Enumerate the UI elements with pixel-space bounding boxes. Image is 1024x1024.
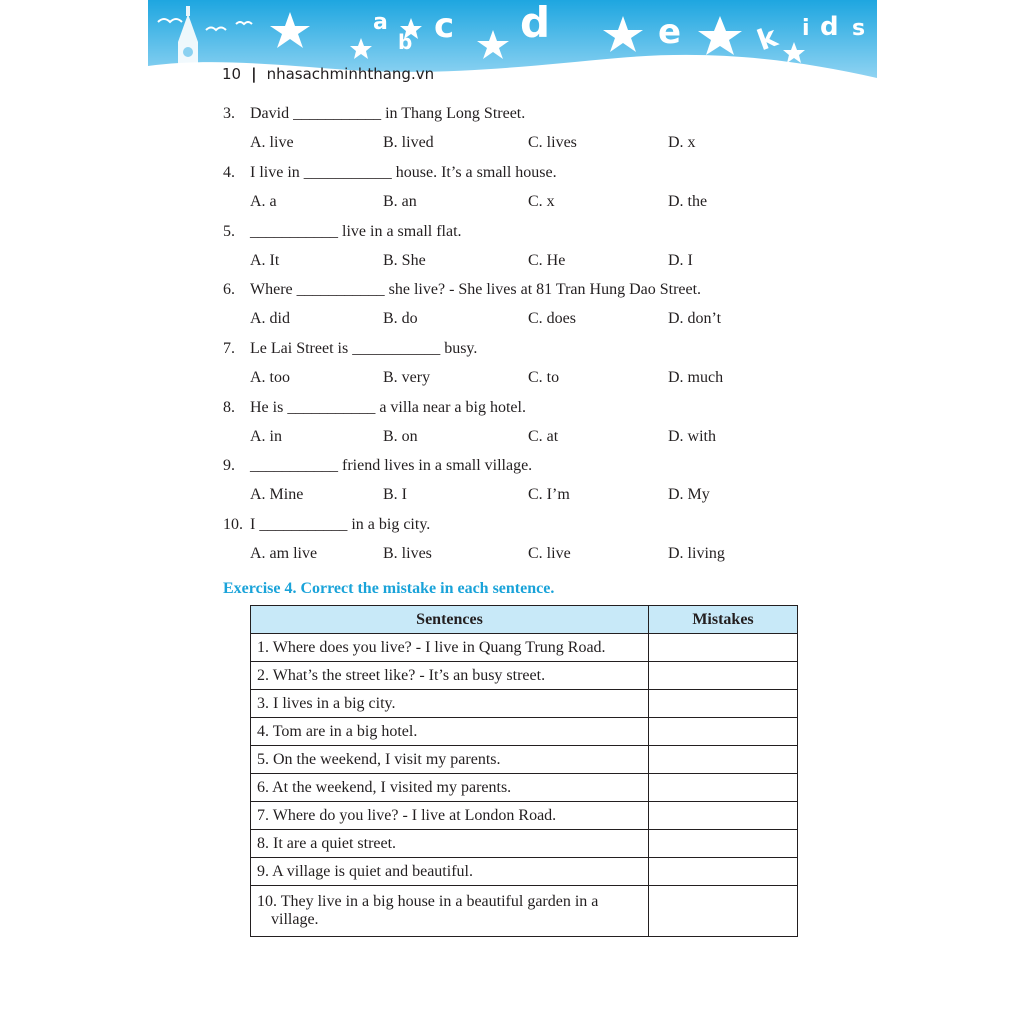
sentence-text: 10. They live in a big house in a beautiful garden in a village.	[257, 893, 599, 928]
option-c[interactable]: C. to	[528, 369, 560, 386]
option-b[interactable]: B. an	[383, 193, 417, 210]
sentence-cell	[251, 634, 649, 662]
option-c[interactable]: C. at	[528, 428, 559, 445]
answer-blank[interactable]: ___________	[293, 105, 382, 122]
decor-letter-c: c	[434, 6, 455, 46]
sentence-cell	[251, 858, 649, 886]
option-a[interactable]: A. too	[250, 369, 290, 386]
question-number: 3.	[223, 105, 235, 122]
question-text-before: He is	[250, 399, 284, 416]
sentence-text: 2. What’s the street like? - It’s an busy street.	[257, 666, 546, 684]
answer-blank[interactable]: ___________	[296, 281, 385, 298]
question-number: 9.	[223, 457, 235, 474]
question-row	[223, 456, 532, 476]
option-a[interactable]: A. did	[250, 310, 290, 327]
question-row	[223, 280, 701, 300]
mistake-cell[interactable]	[649, 830, 798, 858]
sentence-cell	[251, 662, 649, 690]
answer-blank[interactable]: ___________	[287, 399, 376, 416]
mistake-cell[interactable]	[649, 886, 798, 937]
page-number: 10	[222, 65, 242, 83]
option-c[interactable]: C. x	[528, 193, 555, 210]
question-text-after: in Thang Long Street.	[385, 105, 526, 122]
option-b[interactable]: B. I	[383, 486, 407, 503]
option-c[interactable]: C. He	[528, 252, 566, 269]
option-d[interactable]: D. x	[668, 134, 696, 151]
sentence-cell	[251, 802, 649, 830]
table-row	[251, 802, 798, 830]
option-b[interactable]: B. lived	[383, 134, 434, 151]
decor-letter-i: i	[802, 16, 810, 41]
sentence-text: 6. At the weekend, I visited my parents.	[257, 778, 512, 796]
sentence-cell	[251, 718, 649, 746]
option-c[interactable]: C. live	[528, 545, 571, 562]
question-row	[223, 398, 526, 418]
question-number: 7.	[223, 340, 235, 357]
question-number: 8.	[223, 399, 235, 416]
question-text-after: house. It’s a small house.	[395, 164, 557, 181]
sentence-cell	[251, 886, 649, 937]
question-text-before: Le Lai Street is	[250, 340, 349, 357]
option-b[interactable]: B. on	[383, 428, 418, 445]
question-number: 5.	[223, 223, 235, 240]
option-d[interactable]: D. the	[668, 193, 708, 210]
decor-letter-d: d	[520, 0, 551, 47]
options-row	[250, 309, 850, 329]
sentence-text: 1. Where does you live? - I live in Quang Trung Road.	[257, 638, 606, 656]
mistakes-table	[250, 605, 798, 937]
options-row	[250, 544, 850, 564]
table-row	[251, 886, 798, 937]
table-row	[251, 662, 798, 690]
option-a[interactable]: A. It	[250, 252, 280, 269]
question-number: 6.	[223, 281, 235, 298]
table-row	[251, 858, 798, 886]
sentence-text: 5. On the weekend, I visit my parents.	[257, 750, 501, 768]
option-b[interactable]: B. very	[383, 369, 431, 386]
sentence-text: 9. A village is quiet and beautiful.	[257, 862, 473, 880]
question-text-after: busy.	[444, 340, 478, 357]
answer-blank[interactable]: ___________	[303, 164, 392, 181]
option-d[interactable]: D. much	[668, 369, 724, 386]
question-text-after: she live? - She lives at 81 Tran Hung Dao Street.	[388, 281, 702, 298]
option-d[interactable]: D. My	[668, 486, 710, 503]
answer-blank[interactable]: ___________	[250, 223, 338, 240]
col-sentences-header: Sentences	[251, 606, 649, 634]
option-d[interactable]: D. living	[668, 545, 725, 562]
question-text-before: I live in	[250, 164, 300, 181]
question-text-before: David	[250, 105, 290, 122]
option-c[interactable]: C. lives	[528, 134, 577, 151]
question-row	[223, 163, 557, 183]
option-a[interactable]: A. a	[250, 193, 277, 210]
options-row	[250, 368, 850, 388]
exercise-4-title: Exercise 4. Correct the mistake in each sentence.	[223, 580, 555, 597]
question-number: 10.	[223, 516, 243, 533]
options-row	[250, 133, 850, 153]
option-a[interactable]: A. live	[250, 134, 294, 151]
table-row	[251, 746, 798, 774]
options-row	[250, 251, 850, 271]
table-row	[251, 634, 798, 662]
sentence-text: 4. Tom are in a big hotel.	[257, 722, 418, 740]
question-text-before: Where	[250, 281, 293, 298]
option-a[interactable]: A. am live	[250, 545, 318, 562]
page-header	[222, 63, 434, 85]
question-row	[223, 104, 525, 124]
table-row	[251, 690, 798, 718]
option-b[interactable]: B. lives	[383, 545, 432, 562]
mistake-cell[interactable]	[649, 858, 798, 886]
header-separator: |	[251, 65, 257, 83]
option-c[interactable]: C. I’m	[528, 486, 570, 503]
mistake-cell[interactable]	[649, 690, 798, 718]
options-row	[250, 427, 850, 447]
site-name: nhasachminhthang.vn	[266, 65, 435, 83]
mistake-cell[interactable]	[649, 634, 798, 662]
table-row	[251, 774, 798, 802]
sentence-text: 7. Where do you live? - I live at London Road.	[257, 806, 557, 824]
question-text-after: live in a small flat.	[342, 223, 462, 240]
option-c[interactable]: C. does	[528, 310, 576, 327]
table-body	[251, 634, 798, 937]
options-row	[250, 192, 850, 212]
decor-letter-s: s	[852, 16, 866, 41]
table-row	[251, 830, 798, 858]
mistake-cell[interactable]	[649, 662, 798, 690]
answer-blank[interactable]: ___________	[250, 457, 338, 474]
question-text-after: in a big city.	[351, 516, 431, 533]
table-row	[251, 718, 798, 746]
sentence-cell	[251, 690, 649, 718]
sentence-text: 8. It are a quiet street.	[257, 834, 397, 852]
option-d[interactable]: D. I	[668, 252, 693, 269]
question-text-after: a villa near a big hotel.	[379, 399, 526, 416]
question-number: 4.	[223, 164, 235, 181]
mistake-cell[interactable]	[649, 802, 798, 830]
decor-letter-d2: d	[820, 12, 839, 42]
decor-letter-k: k	[752, 19, 782, 58]
col-mistakes-header: Mistakes	[649, 606, 798, 634]
sentence-text: 3. I lives in a big city.	[257, 694, 396, 712]
mistake-cell[interactable]	[649, 774, 798, 802]
header-banner	[148, 0, 877, 100]
table-header-row	[251, 606, 798, 634]
decor-letter-a: a	[373, 10, 388, 35]
sentence-cell	[251, 830, 649, 858]
options-row	[250, 485, 850, 505]
option-a[interactable]: A. Mine	[250, 486, 304, 503]
question-row	[223, 339, 477, 359]
option-b[interactable]: B. do	[383, 310, 418, 327]
option-a[interactable]: A. in	[250, 428, 282, 445]
decor-letter-b: b	[398, 30, 413, 54]
option-d[interactable]: D. with	[668, 428, 716, 445]
question-text-before: I	[250, 516, 256, 533]
sentence-cell	[251, 774, 649, 802]
option-b[interactable]: B. She	[383, 252, 426, 269]
question-row	[223, 515, 430, 535]
sentence-cell	[251, 746, 649, 774]
question-row	[223, 222, 462, 242]
mistake-cell[interactable]	[649, 718, 798, 746]
option-d[interactable]: D. don’t	[668, 310, 722, 327]
question-text-after: friend lives in a small village.	[342, 457, 533, 474]
mistake-cell[interactable]	[649, 746, 798, 774]
answer-blank[interactable]: ___________	[352, 340, 441, 357]
decor-letter-e: e	[658, 12, 682, 52]
answer-blank[interactable]: ___________	[259, 516, 348, 533]
